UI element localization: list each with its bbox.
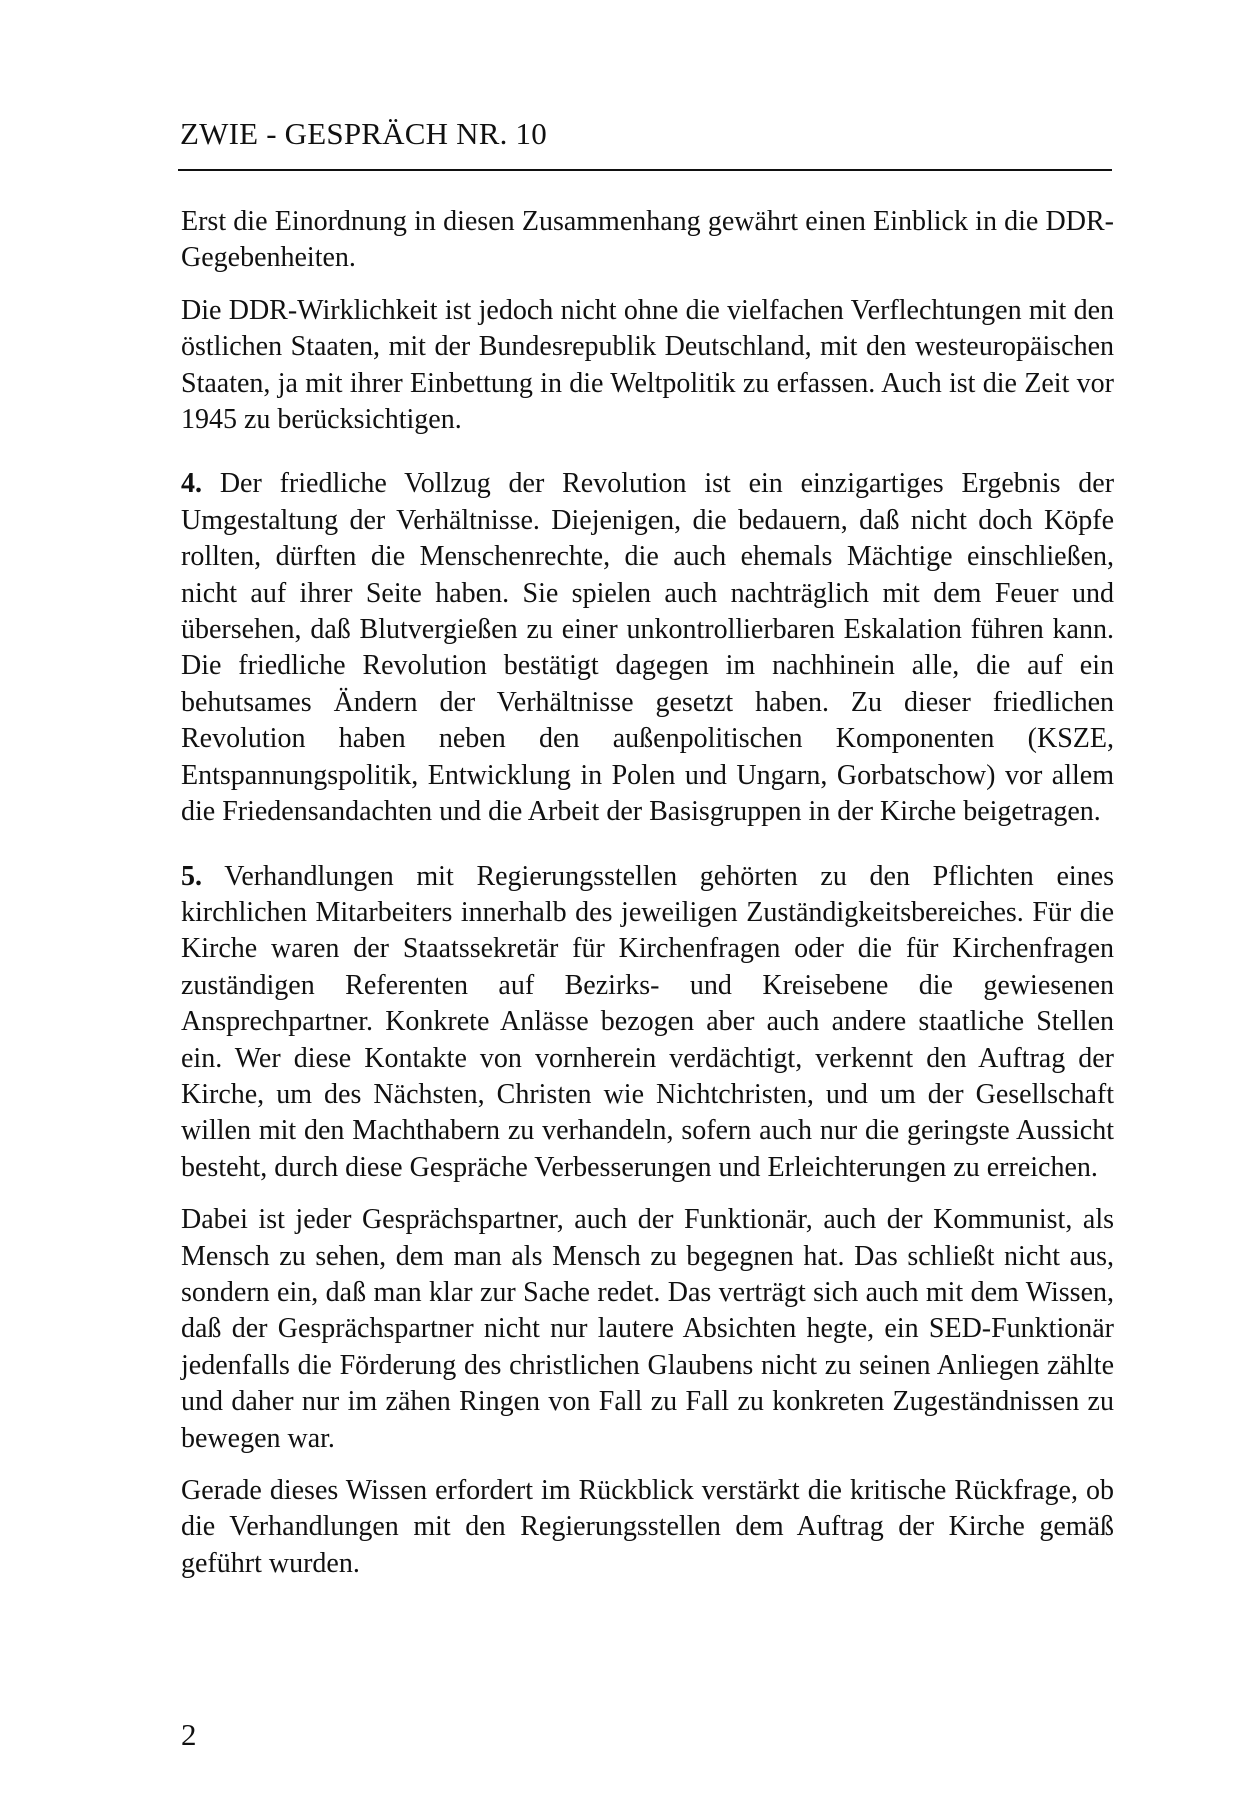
paragraph-7 (181, 1473, 1114, 1582)
header-rule (178, 169, 1112, 171)
body-text (181, 204, 1114, 1582)
paragraph-6 (181, 1202, 1114, 1457)
point-number: 5. (181, 860, 202, 892)
paragraph-point-4 (181, 466, 1114, 830)
paragraph-point-5 (181, 859, 1114, 1187)
paragraph-text: Die DDR-Wirklichkeit ist jedoch nicht ohne die vielfachen Verflechtungen mit den östlichen Staaten, mit der Bundesrepublik Deutschland, mit den westeuropäischen Staaten, ja mit ihrer Einbettung in die Weltpolitik zu erfassen. Auch ist die Zeit vor 1945 zu berücksichtigen. (181, 294, 1114, 436)
paragraph-text: Erst die Einordnung in diesen Zusammenhang gewährt einen Einblick in die DDR-Gegebenheiten. (181, 206, 1114, 274)
paragraph-text: Verhandlungen mit Regierungsstellen gehörten zu den Pflichten eines kirchlichen Mitarbeiters innerhalb des jeweiligen Zuständigkeitsbereiches. Für die Kirche waren der Staatssekretär für Kirchenfragen oder die für Kirchenfragen zuständigen Referenten auf Bezirks- und Kreisebene die gewiesenen Ansprechpartner. Konkrete Anlässe bezogen aber auch andere staatliche Stellen ein. Wer diese Kontakte von vornherein verdächtigt, verkennt den Auftrag der Kirche, um des Nächsten, Christen wie Nichtchristen, und um der Gesellschaft willen mit den Machthabern zu verhandeln, sofern auch nur die geringste Aussicht besteht, durch diese Gespräche Verbesserungen und Erleichterungen zu erreichen. (181, 860, 1114, 1183)
running-header: ZWIE - GESPRÄCH NR. 10 (180, 116, 547, 151)
paragraph-1 (181, 204, 1114, 277)
paragraph-text: Der friedliche Vollzug der Revolution ist ein einzigartiges Ergebnis der Umgestaltung der Verhältnisse. Diejenigen, die bedauern, daß nicht doch Köpfe rollten, dürften die Menschenrechte, die auch ehemals Mächtige einschließen, nicht auf ihrer Seite haben. Sie spielen auch nachträglich mit dem Feuer und übersehen, daß Blutvergießen zu einer unkontrollierbaren Eskalation führen kann. Die friedliche Revolution bestätigt dagegen im nachhinein alle, die auf ein behutsames Ändern der Verhältnisse gesetzt haben. Zu dieser friedlichen Revolution haben neben den außenpolitischen Komponenten (KSZE, Entspannungspolitik, Entwicklung in Polen und Ungarn, Gorbatschow) vor allem die Friedensandachten und die Arbeit der Basisgruppen in der Kirche beigetragen. (181, 468, 1115, 828)
paragraph-text: Dabei ist jeder Gesprächspartner, auch der Funktionär, auch der Kommunist, als Mensch zu sehen, dem man als Mensch zu begegnen hat. Das schließt nicht aus, sondern ein, daß man klar zur Sache redet. Das verträgt sich auch mit dem Wissen, daß der Gesprächspartner nicht nur lautere Absichten hegte, ein SED-Funktionär jedenfalls die Förderung des christlichen Glaubens nicht zu seinen Anliegen zählte und daher nur im zähen Ringen von Fall zu Fall zu konkreten Zugeständnissen zu bewegen war. (181, 1204, 1114, 1454)
point-number: 4. (181, 468, 202, 500)
paragraph-2 (181, 293, 1114, 439)
page-number: 2 (181, 1717, 197, 1752)
paragraph-text: Gerade dieses Wissen erfordert im Rückblick verstärkt die kritische Rückfrage, ob die Verhandlungen mit den Regierungsstellen dem Auftrag der Kirche gemäß geführt wurden. (181, 1475, 1114, 1579)
